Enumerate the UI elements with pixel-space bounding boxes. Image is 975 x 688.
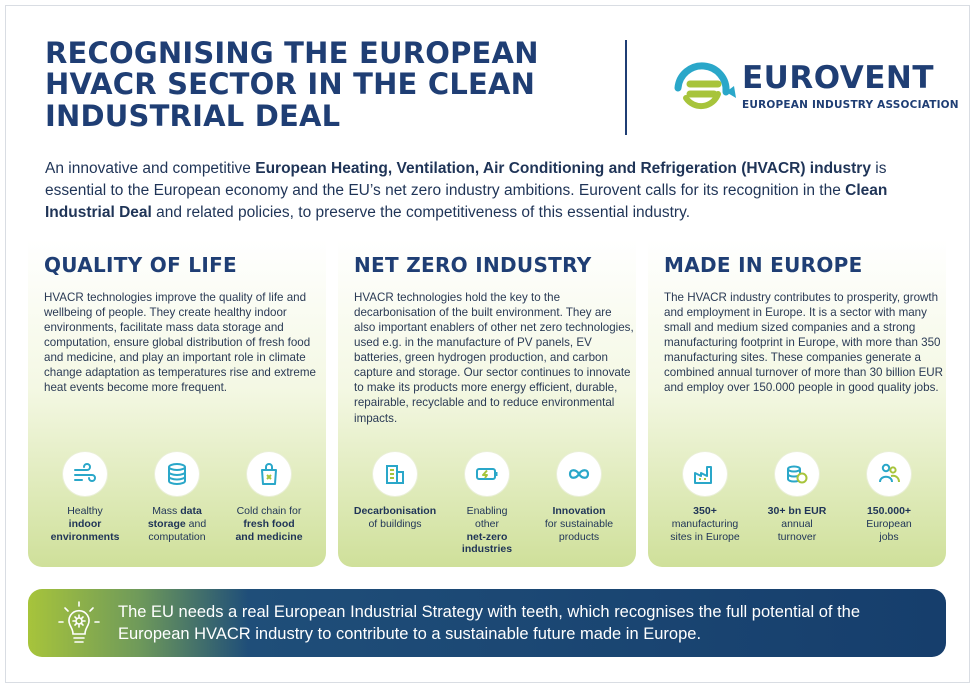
panel-title: MADE IN EUROPE (664, 253, 863, 277)
icon-label: Enabling other net-zero industries (461, 505, 513, 556)
infinity-icon (557, 452, 601, 496)
logo-wordmark: EUROVENT (742, 60, 934, 96)
icon-label: Cold chain for fresh food and medicine (235, 505, 303, 543)
database-icon (155, 452, 199, 496)
logo-tagline: EUROPEAN INDUSTRY ASSOCIATION (742, 99, 959, 111)
icon-item (534, 452, 624, 543)
panel-body: The HVACR industry contributes to prosperity, growth and employment in Europe. It is a sector with many small and medium sized companies and a strong manufacturing footprint in Europe, with more than 350 manufacturing sites. These companies generate a combined annual turnover of more than 30 billion EUR and employ over 150.000 people in good quality jobs. (664, 291, 944, 395)
panel-title: QUALITY OF LIFE (44, 253, 238, 277)
icon-item (660, 452, 750, 543)
panel-made-in-europe (648, 240, 946, 567)
icon-item (224, 452, 314, 543)
building-icon (373, 452, 417, 496)
icon-label: Mass data storage and computation (147, 505, 207, 543)
factory-icon (683, 452, 727, 496)
icon-label: 350+ manufacturing sites in Europe (670, 505, 740, 543)
battery-icon (465, 452, 509, 496)
icon-item (752, 452, 842, 543)
header-divider (625, 40, 627, 135)
shopping-bag-icon (247, 452, 291, 496)
conclusion-banner (28, 589, 946, 657)
icon-item (40, 452, 130, 543)
icon-item (442, 452, 532, 556)
icon-item (844, 452, 934, 543)
intro-text-3: and related policies, to preserve the competitiveness of this essential industry. (151, 204, 690, 222)
coins-icon (775, 452, 819, 496)
page-title: RECOGNISING THE EUROPEAN HVACR SECTOR IN THE CLEAN INDUSTRIAL DEAL (45, 36, 539, 133)
eurovent-logo (668, 58, 959, 118)
intro-text-2: is essential to the European economy and the EU’s net zero industry ambitions. Eurovent calls for its recognition in the (45, 160, 887, 200)
wind-icon (63, 452, 107, 496)
icon-item (132, 452, 222, 543)
lightbulb-gear-icon (54, 599, 104, 649)
people-icon (867, 452, 911, 496)
panel-body: HVACR technologies improve the quality of life and wellbeing of people. They create healthy indoor environments, facilitate mass data storage and computation, ensure global distribution of fresh food and medicine, and play an important role in climate change adaptation as temperatures rise and extreme heat events become more frequent. (44, 291, 316, 395)
panel-net-zero-industry (338, 240, 636, 567)
icon-item (350, 452, 440, 531)
eurovent-logo-icon (668, 58, 740, 118)
panel-title: NET ZERO INDUSTRY (354, 253, 592, 277)
icon-label: Innovation for sustainable products (544, 505, 614, 543)
icon-label: Decarbonisation of buildings (353, 505, 437, 530)
panel-body: HVACR technologies hold the key to the decarbonisation of the built environment. They are also important enablers of other net zero technologies, used e.g. in the manufacture of PV panels, EV batteries, green hydrogen production, and carbon capture and storage. Our sector continues to innovate to make its products more energy efficient, durable, repairable, recyclable and to reduce environmental impacts. (354, 291, 634, 425)
panel-icons (338, 452, 636, 562)
icon-label: Healthy indoor environments (50, 505, 120, 543)
icon-label: 30+ bn EUR annual turnover (767, 505, 827, 543)
panel-icons (28, 452, 326, 562)
panel-icons (648, 452, 946, 562)
intro-text-1: An innovative and competitive (45, 160, 256, 177)
intro-bold-1: European Heating, Ventilation, Air Conditioning and Refrigeration (HVACR) industry (255, 160, 871, 177)
intro-bold-2: Clean Industrial Deal (45, 182, 888, 222)
intro-paragraph (45, 158, 945, 224)
banner-text: The EU needs a real European Industrial Strategy with teeth, which recognises the full potential of the European HVACR industry to contribute to a sustainable future made in Europe. (118, 603, 861, 643)
icon-label: 150.000+ European jobs (866, 505, 912, 543)
panel-quality-of-life (28, 240, 326, 567)
